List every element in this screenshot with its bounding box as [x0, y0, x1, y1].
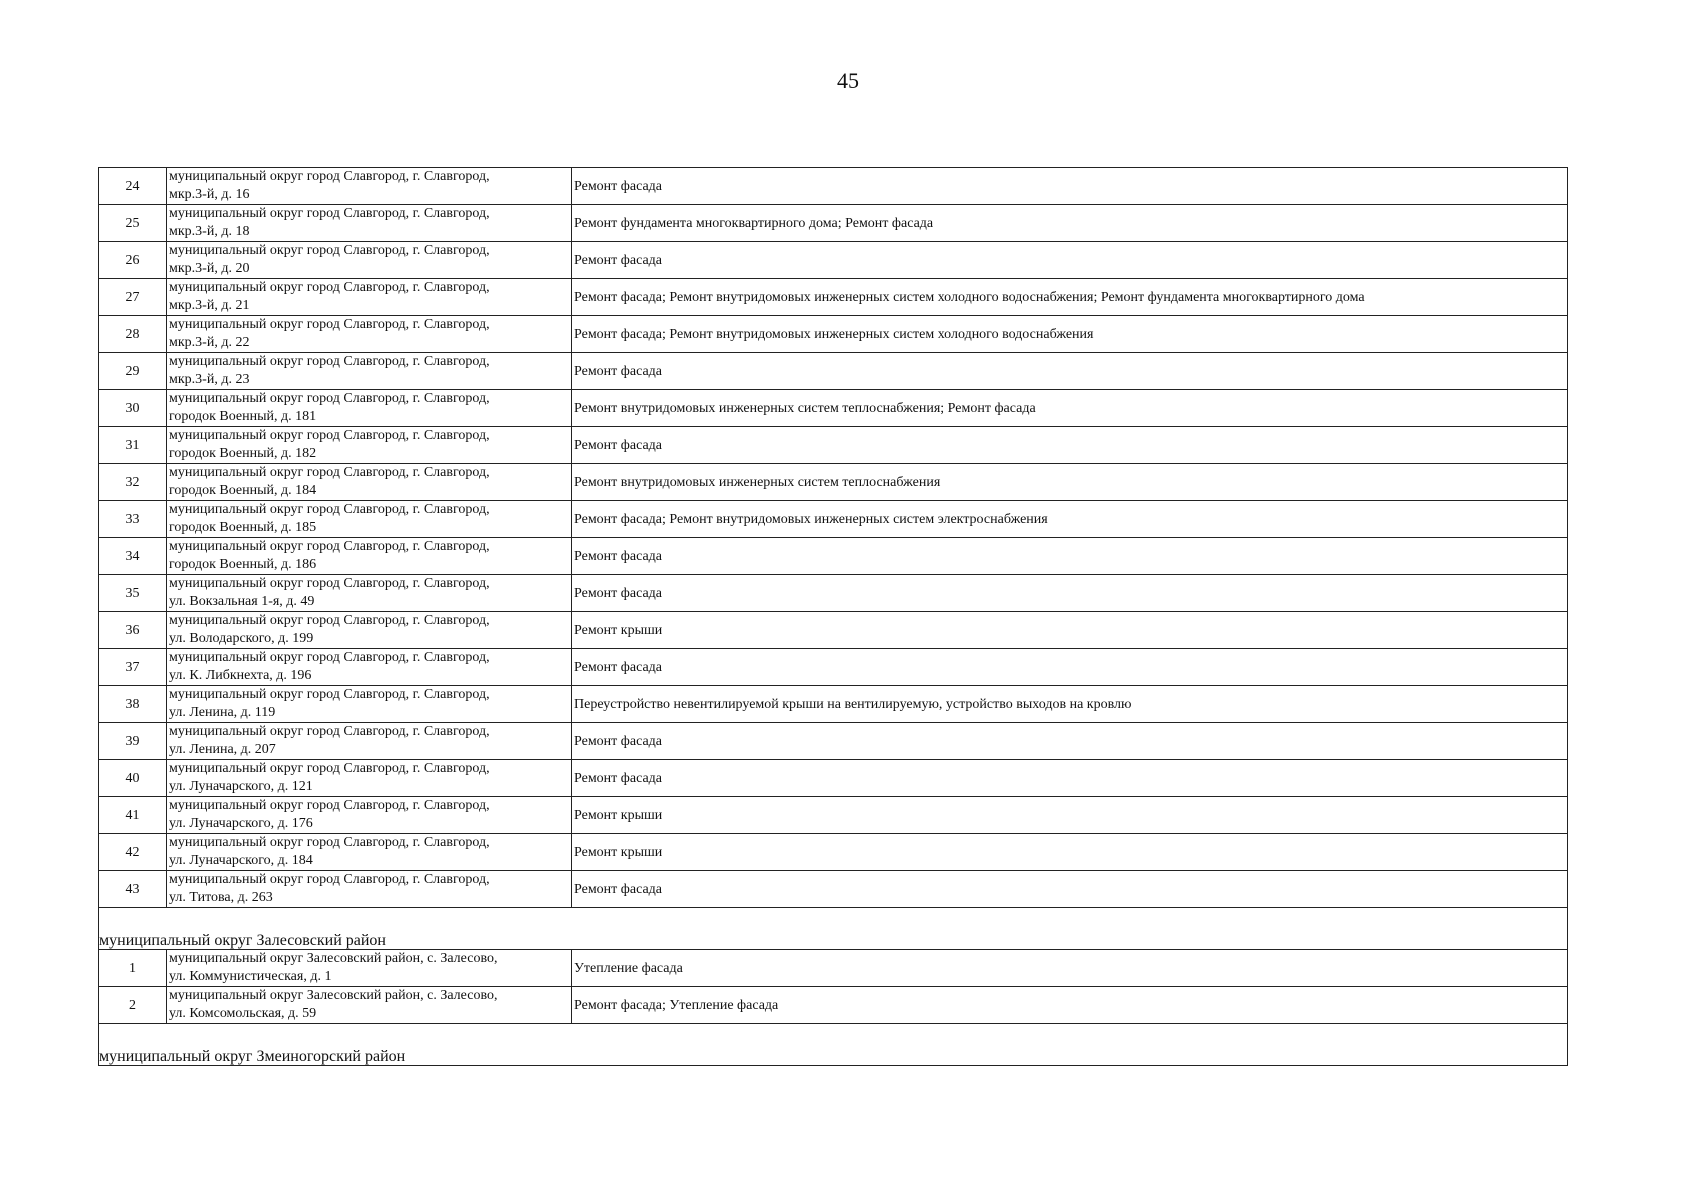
table-row — [99, 871, 1568, 908]
address-cell — [167, 501, 572, 538]
address-cell — [167, 612, 572, 649]
address-line-2: мкр.3-й, д. 16 — [169, 187, 250, 202]
address-line-2: городок Военный, д. 185 — [169, 520, 317, 535]
address-line-2: городок Военный, д. 181 — [169, 409, 317, 424]
address-line-2: мкр.3-й, д. 20 — [169, 261, 250, 276]
address-line-2: ул. Титова, д. 263 — [169, 890, 273, 905]
work-type-cell: Переустройство невентилируемой крыши на вентилируемую, устройство выходов на кровлю — [572, 686, 1568, 723]
work-type-cell: Ремонт внутридомовых инженерных систем теплоснабжения; Ремонт фасада — [572, 390, 1568, 427]
table-row — [99, 538, 1568, 575]
address-cell — [167, 760, 572, 797]
address-cell — [167, 427, 572, 464]
work-type-cell: Ремонт фундамента многоквартирного дома; Ремонт фасада — [572, 205, 1568, 242]
district-title: муниципальный округ Змеиногорский район — [99, 1024, 1568, 1066]
work-type-cell: Утепление фасада — [572, 950, 1568, 987]
work-type-cell: Ремонт крыши — [572, 797, 1568, 834]
table-row — [99, 987, 1568, 1024]
district-title: муниципальный округ Залесовский район — [99, 908, 1568, 950]
work-type-cell: Ремонт крыши — [572, 612, 1568, 649]
repair-works-table — [98, 167, 1568, 1066]
address-cell — [167, 649, 572, 686]
work-type-cell: Ремонт фасада — [572, 871, 1568, 908]
work-type-cell: Ремонт крыши — [572, 834, 1568, 871]
table-row — [99, 649, 1568, 686]
row-number: 41 — [99, 797, 167, 834]
address-line-2: городок Военный, д. 186 — [169, 557, 317, 572]
table-row — [99, 834, 1568, 871]
address-cell — [167, 538, 572, 575]
address-line-1: муниципальный округ город Славгород, г. Славгород, — [169, 761, 490, 776]
table-row — [99, 316, 1568, 353]
address-line-2: ул. Луначарского, д. 121 — [169, 779, 313, 794]
table-row — [99, 686, 1568, 723]
table-row — [99, 760, 1568, 797]
table-row — [99, 501, 1568, 538]
address-cell — [167, 987, 572, 1024]
table-row — [99, 575, 1568, 612]
address-line-1: муниципальный округ Залесовский район, с. Залесово, — [169, 988, 498, 1003]
row-number: 34 — [99, 538, 167, 575]
address-line-2: мкр.3-й, д. 21 — [169, 298, 250, 313]
address-line-1: муниципальный округ город Славгород, г. Славгород, — [169, 650, 490, 665]
work-type-cell: Ремонт фасада — [572, 575, 1568, 612]
work-type-cell: Ремонт фасада — [572, 168, 1568, 205]
district-header-row — [99, 908, 1568, 950]
address-line-1: муниципальный округ город Славгород, г. Славгород, — [169, 169, 490, 184]
row-number: 2 — [99, 987, 167, 1024]
row-number: 43 — [99, 871, 167, 908]
row-number: 37 — [99, 649, 167, 686]
address-line-1: муниципальный округ город Славгород, г. Славгород, — [169, 502, 490, 517]
work-type-cell: Ремонт фасада; Утепление фасада — [572, 987, 1568, 1024]
address-line-1: муниципальный округ город Славгород, г. Славгород, — [169, 798, 490, 813]
address-line-2: ул. Луначарского, д. 176 — [169, 816, 313, 831]
address-line-1: муниципальный округ город Славгород, г. Славгород, — [169, 724, 490, 739]
address-line-2: мкр.3-й, д. 23 — [169, 372, 250, 387]
address-line-1: муниципальный округ город Славгород, г. Славгород, — [169, 206, 490, 221]
address-cell — [167, 834, 572, 871]
address-cell — [167, 797, 572, 834]
address-line-2: ул. Ленина, д. 207 — [169, 742, 276, 757]
address-line-1: муниципальный округ город Славгород, г. Славгород, — [169, 280, 490, 295]
row-number: 27 — [99, 279, 167, 316]
row-number: 24 — [99, 168, 167, 205]
row-number: 32 — [99, 464, 167, 501]
address-cell — [167, 950, 572, 987]
address-cell — [167, 316, 572, 353]
row-number: 38 — [99, 686, 167, 723]
address-cell — [167, 871, 572, 908]
row-number: 31 — [99, 427, 167, 464]
row-number: 1 — [99, 950, 167, 987]
address-cell — [167, 205, 572, 242]
address-line-2: мкр.3-й, д. 18 — [169, 224, 250, 239]
address-line-2: мкр.3-й, д. 22 — [169, 335, 250, 350]
work-type-cell: Ремонт фасада; Ремонт внутридомовых инженерных систем электроснабжения — [572, 501, 1568, 538]
row-number: 33 — [99, 501, 167, 538]
address-line-1: муниципальный округ город Славгород, г. Славгород, — [169, 243, 490, 258]
address-cell — [167, 168, 572, 205]
table-row — [99, 797, 1568, 834]
address-cell — [167, 242, 572, 279]
address-line-1: муниципальный округ город Славгород, г. Славгород, — [169, 613, 490, 628]
address-line-1: муниципальный округ город Славгород, г. Славгород, — [169, 465, 490, 480]
address-line-2: городок Военный, д. 182 — [169, 446, 317, 461]
address-cell — [167, 686, 572, 723]
address-line-2: ул. Володарского, д. 199 — [169, 631, 314, 646]
table-row — [99, 390, 1568, 427]
district-header-row — [99, 1024, 1568, 1066]
address-line-2: ул. Ленина, д. 119 — [169, 705, 276, 720]
address-cell — [167, 575, 572, 612]
row-number: 25 — [99, 205, 167, 242]
work-type-cell: Ремонт внутридомовых инженерных систем теплоснабжения — [572, 464, 1568, 501]
table-row — [99, 205, 1568, 242]
row-number: 26 — [99, 242, 167, 279]
address-line-1: муниципальный округ город Славгород, г. Славгород, — [169, 576, 490, 591]
work-type-cell: Ремонт фасада — [572, 242, 1568, 279]
address-line-1: муниципальный округ город Славгород, г. Славгород, — [169, 835, 490, 850]
table-row — [99, 612, 1568, 649]
work-type-cell: Ремонт фасада — [572, 760, 1568, 797]
work-type-cell: Ремонт фасада — [572, 427, 1568, 464]
table-row — [99, 723, 1568, 760]
work-type-cell: Ремонт фасада — [572, 649, 1568, 686]
table-row — [99, 464, 1568, 501]
row-number: 39 — [99, 723, 167, 760]
table-row — [99, 353, 1568, 390]
address-line-1: муниципальный округ город Славгород, г. Славгород, — [169, 354, 490, 369]
address-line-1: муниципальный округ город Славгород, г. Славгород, — [169, 428, 490, 443]
work-type-cell: Ремонт фасада — [572, 538, 1568, 575]
table-body — [99, 168, 1568, 1066]
table-row — [99, 242, 1568, 279]
work-type-cell: Ремонт фасада — [572, 723, 1568, 760]
address-line-2: ул. К. Либкнехта, д. 196 — [169, 668, 312, 683]
work-type-cell: Ремонт фасада; Ремонт внутридомовых инженерных систем холодного водоснабжения; Ремонт фундамента многоквартирного дома — [572, 279, 1568, 316]
address-line-1: муниципальный округ город Славгород, г. Славгород, — [169, 317, 490, 332]
address-line-2: ул. Коммунистическая, д. 1 — [169, 969, 332, 984]
address-line-1: муниципальный округ город Славгород, г. Славгород, — [169, 687, 490, 702]
address-line-1: муниципальный округ Залесовский район, с. Залесово, — [169, 951, 498, 966]
table-row — [99, 168, 1568, 205]
address-cell — [167, 723, 572, 760]
address-cell — [167, 390, 572, 427]
address-line-2: ул. Луначарского, д. 184 — [169, 853, 313, 868]
address-cell — [167, 279, 572, 316]
address-line-2: ул. Вокзальная 1-я, д. 49 — [169, 594, 315, 609]
address-line-1: муниципальный округ город Славгород, г. Славгород, — [169, 391, 490, 406]
row-number: 40 — [99, 760, 167, 797]
page-number: 45 — [837, 68, 859, 93]
row-number: 29 — [99, 353, 167, 390]
row-number: 30 — [99, 390, 167, 427]
table-row — [99, 950, 1568, 987]
address-cell — [167, 464, 572, 501]
address-line-1: муниципальный округ город Славгород, г. Славгород, — [169, 539, 490, 554]
address-cell — [167, 353, 572, 390]
row-number: 42 — [99, 834, 167, 871]
address-line-1: муниципальный округ город Славгород, г. Славгород, — [169, 872, 490, 887]
address-line-2: ул. Комсомольская, д. 59 — [169, 1006, 317, 1021]
table-row — [99, 279, 1568, 316]
address-line-2: городок Военный, д. 184 — [169, 483, 317, 498]
work-type-cell: Ремонт фасада; Ремонт внутридомовых инженерных систем холодного водоснабжения — [572, 316, 1568, 353]
row-number: 35 — [99, 575, 167, 612]
row-number: 28 — [99, 316, 167, 353]
table-row — [99, 427, 1568, 464]
work-type-cell: Ремонт фасада — [572, 353, 1568, 390]
row-number: 36 — [99, 612, 167, 649]
